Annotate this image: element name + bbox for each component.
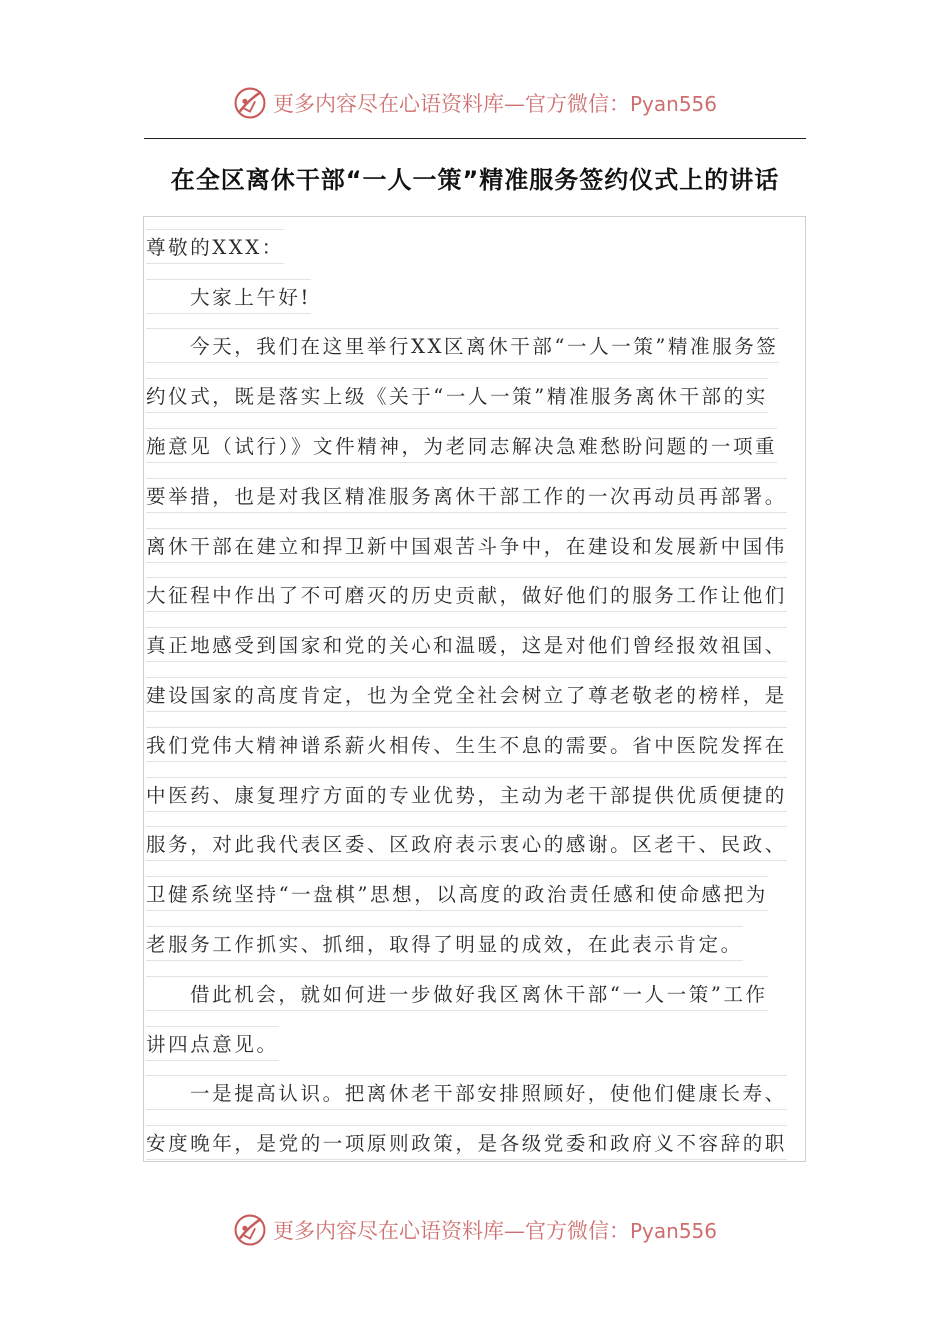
text-line-content: 老服务工作抓实、抓细，取得了明显的成效，在此表示肯定。: [146, 926, 743, 961]
text-line: [146, 276, 806, 326]
text-line: [146, 1122, 806, 1172]
text-line: [146, 375, 806, 425]
text-line: [146, 575, 806, 625]
text-line: [146, 1073, 806, 1123]
text-line-content: 大家上午好!: [146, 279, 311, 314]
text-line-content: 大征程中作出了不可磨灭的历史贡献，做好他们的服务工作让他们: [146, 577, 787, 612]
text-line-content: 要举措，也是对我区精准服务离休干部工作的一次再动员再部署。: [146, 478, 787, 513]
text-line-content: 尊敬的XXX：: [146, 229, 284, 264]
text-line: [146, 923, 806, 973]
footer-banner-main: 更多内容尽在心语资料库—官方微信：: [272, 1219, 630, 1243]
text-line-content: 一是提高认识。把离休老干部安排照顾好，使他们健康长寿、: [146, 1075, 787, 1110]
text-line-content: 借此机会，就如何进一步做好我区离休干部“一人一策”工作: [146, 976, 768, 1011]
brush-logo-icon: [233, 86, 267, 120]
footer-banner-wechat: Pyan556: [629, 1219, 717, 1243]
text-line: [146, 774, 806, 824]
text-line-content: 约仪式，既是落实上级《关于“一人一策”精准服务离休干部的实: [146, 378, 768, 413]
header-banner-text: [273, 88, 717, 118]
text-line-content: 卫健系统坚持“一盘棋”思想，以高度的政治责任感和使命感把为: [146, 876, 768, 911]
text-line-content: 讲四点意见。: [146, 1026, 279, 1061]
text-line-content: 离休干部在建立和捍卫新中国艰苦斗争中，在建设和发展新中国伟: [146, 528, 787, 563]
footer-banner: [0, 1205, 950, 1255]
footer-banner-text: [273, 1215, 717, 1245]
header-divider: [144, 138, 806, 139]
text-line: [146, 873, 806, 923]
text-line: [146, 326, 806, 376]
text-line: [146, 475, 806, 525]
text-line-content: 真正地感受到国家和党的关心和温暖，这是对他们曾经报效祖国、: [146, 627, 787, 662]
text-line-content: 建设国家的高度肯定，也为全党全社会树立了尊老敬老的榜样，是: [146, 677, 787, 712]
header-banner-wechat: Pyan556: [629, 92, 717, 116]
header-banner: [0, 78, 950, 128]
text-line: [146, 724, 806, 774]
text-line: [146, 226, 806, 276]
text-line-content: 今天，我们在这里举行XX区离休干部“一人一策”精准服务签: [146, 328, 779, 363]
document-title: 在全区离休干部“一人一策”精准服务签约仪式上的讲话: [170, 166, 780, 194]
text-line: [146, 624, 806, 674]
text-line-content: 施意见（试行）》文件精神，为老同志解决急难愁盼问题的一项重: [146, 428, 777, 463]
brush-logo-icon: [233, 1213, 267, 1247]
text-line-content: 服务，对此我代表区委、区政府表示衷心的感谢。区老干、民政、: [146, 826, 787, 861]
text-line: [146, 824, 806, 874]
text-line: [146, 674, 806, 724]
document-body: [146, 226, 806, 1172]
text-line: [146, 1023, 806, 1073]
text-line-content: 安度晚年，是党的一项原则政策，是各级党委和政府义不容辞的职: [146, 1125, 787, 1160]
text-line: [146, 973, 806, 1023]
text-line-content: 我们党伟大精神谱系薪火相传、生生不息的需要。省中医院发挥在: [146, 727, 787, 762]
text-line-content: 中医药、康复理疗方面的专业优势，主动为老干部提供优质便捷的: [146, 777, 787, 812]
text-line: [146, 425, 806, 475]
text-line: [146, 525, 806, 575]
header-banner-main: 更多内容尽在心语资料库—官方微信：: [272, 92, 630, 116]
